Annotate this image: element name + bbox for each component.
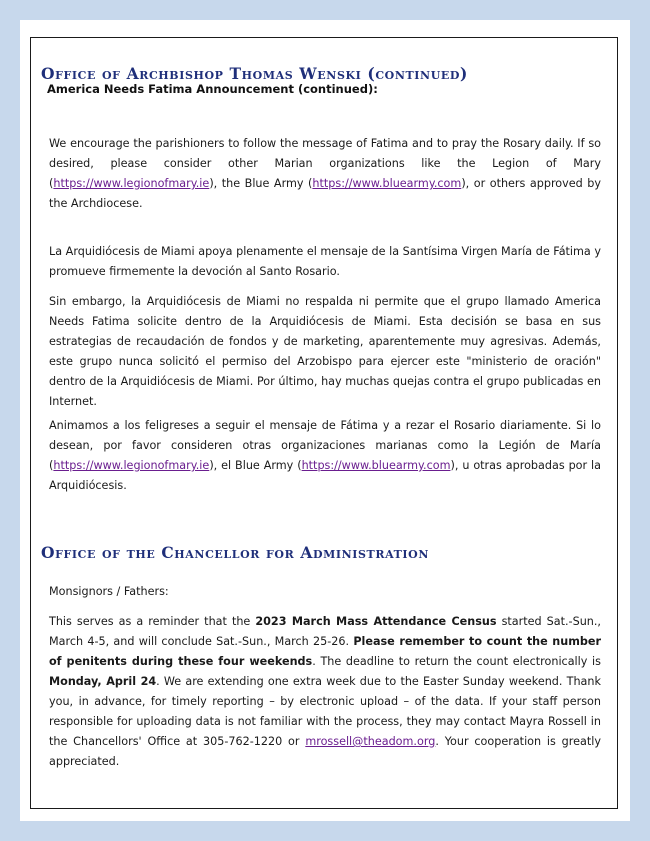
document-page: [20, 20, 630, 821]
announcement-subheading: America Needs Fatima Announcement (continued):: [47, 82, 378, 96]
blue-army-link[interactable]: https://www.bluearmy.com: [312, 177, 462, 190]
paragraph-spanish-encourage: Animamos a los feligreses a seguir el mensaje de Fátima y a rezar el Rosario diariamente. Si lo desean, por favor consideren otras organizaciones marianas como la Legión de María (https://www.legionofmary.ie), el Blue Army (https://www.bluearmy.com), u otras aprobadas por la Arquidiócesis.: [49, 419, 601, 492]
paragraph-census-reminder: This serves as a reminder that the 2023 March Mass Attendance Census started Sat.-Sun., March 4-5, and will conclude Sat.-Sun., March 25-26. Please remember to count the number of penitents during these four weekends. The deadline to return the count electronically is Monday, April 24. We are extending one extra week due to the Easter Sunday weekend. Thank you, in advance, for timely reporting – by electronic upload – of the data. If your staff person responsible for uploading data is not familiar with the process, they may contact Mayra Rossell in the Chancellors' Office at 305-762-1220 or mrossell@theadom.org. Your cooperation is greatly appreciated.: [49, 615, 602, 768]
section-heading-archbishop: Office of Archbishop Thomas Wenski (continued): [41, 64, 468, 83]
paragraph-spanish-endorsement: Sin embargo, la Arquidiócesis de Miami no respalda ni permite que el grupo llamado America Needs Fatima solicite dentro de la Arquidiócesis de Miami. Esta decisión se basa en sus estrategias de recaudación de fondos y de marketing, aparentemente muy agresivas. Además, este grupo nunca solicitó el permiso del Arzobispo para ejercer este "ministerio de oración" dentro de la Arquidiócesis de Miami. Por último, hay muchas quejas contra el grupo publicadas en Internet.: [49, 295, 601, 408]
paragraph-spanish-support: La Arquidiócesis de Miami apoya plenamente el mensaje de la Santísima Virgen María de Fátima y promueve firmemente la devoción al Santo Rosario.: [49, 245, 601, 278]
paragraph-english: We encourage the parishioners to follow the message of Fatima and to pray the Rosary daily. If so desired, please consider other Marian organizations like the Legion of Mary (https://www.legionofmary.ie), the Blue Army (https://www.bluearmy.com), or others approved by the Archdiocese.: [49, 137, 602, 210]
penitents-reminder: Please remember to count the number of penitents during these four weekends: [49, 635, 602, 668]
section-heading-chancellor: Office of the Chancellor for Administration: [41, 543, 429, 562]
deadline-date: Monday, April 24: [49, 675, 157, 688]
legion-of-mary-link-es[interactable]: https://www.legionofmary.ie: [53, 459, 210, 472]
salutation: Monsignors / Fathers:: [49, 585, 169, 598]
email-link[interactable]: mrossell@theadom.org: [305, 735, 436, 748]
blue-army-link-es[interactable]: https://www.bluearmy.com: [301, 459, 451, 472]
census-name: 2023 March Mass Attendance Census: [255, 615, 497, 628]
legion-of-mary-link[interactable]: https://www.legionofmary.ie: [53, 177, 210, 190]
